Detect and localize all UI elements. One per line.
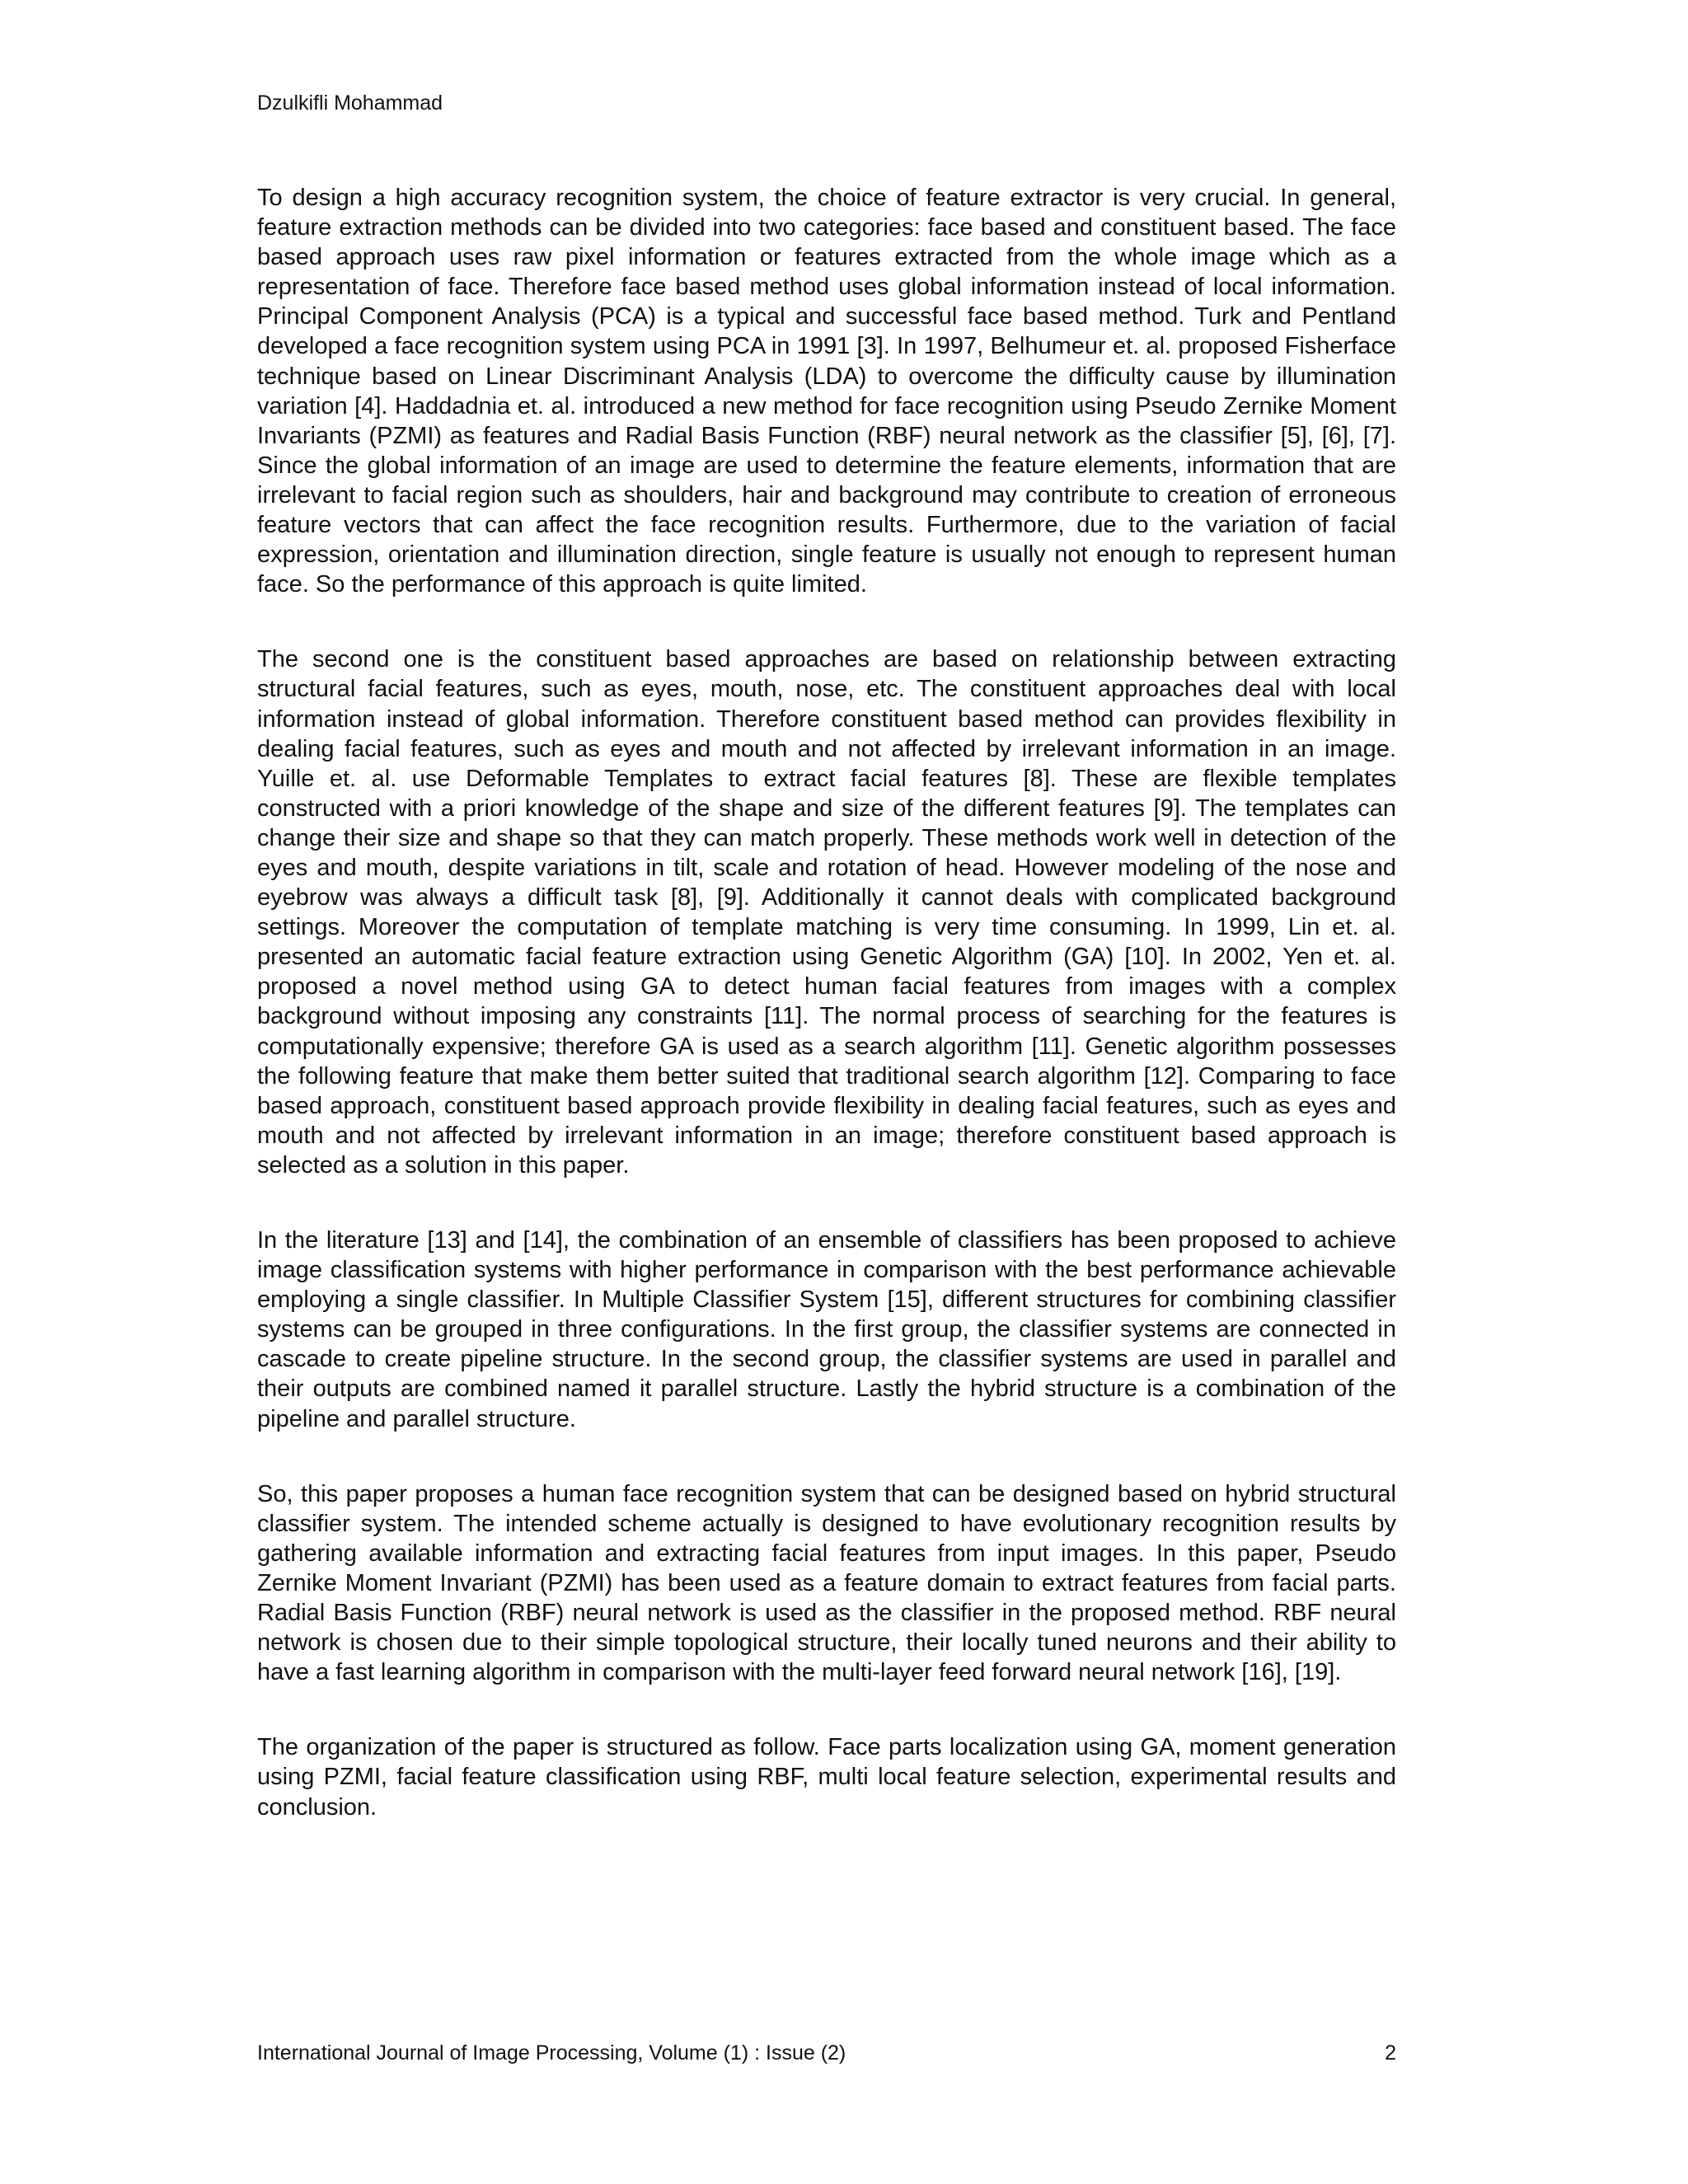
paragraph-feature-extraction: To design a high accuracy recognition system, the choice of feature extractor is very crucial. In general, feature extraction methods can be divided into two categories: face based and constituent based. The face based approach uses raw pixel information or features extracted from the whole image which as a representation of face. Therefore face based method uses global information instead of local information. Principal Component Analysis (PCA) is a typical and successful face based method. Turk and Pentland developed a face recognition system using PCA in 1991 [3]. In 1997, Belhumeur et. al. proposed Fisherface technique based on Linear Discriminant Analysis (LDA) to overcome the difficulty cause by illumination variation [4]. Haddadnia et. al. introduced a new method for face recognition using Pseudo Zernike Moment Invariants (PZMI) as features and Radial Basis Function (RBF) neural network as the classifier [5], [6], [7]. Since the global information of an image are used to determine the feature elements, information that are irrelevant to facial region such as shoulders, hair and background may contribute to creation of erroneous feature vectors that can affect the face recognition results. Furthermore, due to the variation of facial expression, orientation and illumination direction, single feature is usually not enough to represent human face. So the performance of this approach is quite limited. [257, 185, 1396, 598]
paragraph-classifier-ensemble: In the literature [13] and [14], the combination of an ensemble of classifiers has been proposed to achieve image classification systems with higher performance in comparison with the best performance achievable employing a single classifier. In Multiple Classifier System [15], different structures for combining classifier systems can be grouped in three configurations. In the first group, the classifier systems are connected in cascade to create pipeline structure. In the second group, the classifier systems are used in parallel and their outputs are combined named it parallel structure. Lastly the hybrid structure is a combination of the pipeline and parallel structure. [257, 1227, 1396, 1432]
footer-page-number: 2 [1385, 2041, 1396, 2064]
paragraph-constituent-approach: The second one is the constituent based approaches are based on relationship between extracting structural facial features, such as eyes, mouth, nose, etc. The constituent approaches deal with local information instead of global information. Therefore constituent based method can provides flexibility in dealing facial features, such as eyes and mouth and not affected by irrelevant information in an image. Yuille et. al. use Deformable Templates to extract facial features [8]. These are flexible templates constructed with a priori knowledge of the shape and size of the different features [9]. The templates can change their size and shape so that they can match properly. These methods work well in detection of the eyes and mouth, despite variations in tilt, scale and rotation of head. However modeling of the nose and eyebrow was always a difficult task [8], [9]. Additionally it cannot deals with complicated background settings. Moreover the computation of template matching is very time consuming. In 1999, Lin et. al. presented an automatic facial feature extraction using Genetic Algorithm (GA) [10]. In 2002, Yen et. al. proposed a novel method using GA to detect human facial features from images with a complex background without imposing any constraints [11]. The normal process of searching for the features is computationally expensive; therefore GA is used as a search algorithm [11]. Genetic algorithm possesses the following feature that make them better suited that traditional search algorithm [12]. Comparing to face based approach, constituent based approach provide flexibility in dealing facial features, such as eyes and mouth and not affected by irrelevant information in an image; therefore constituent based approach is selected as a solution in this paper. [257, 646, 1396, 1179]
body-text [257, 183, 1396, 1822]
paragraph-paper-organization: The organization of the paper is structured as follow. Face parts localization using GA, moment generation using PZMI, facial feature classification using RBF, multi local feature selection, experimental results and conclusion. [257, 1734, 1396, 1821]
footer-journal-title: International Journal of Image Processing, Volume (1) : Issue (2) [257, 2041, 846, 2064]
paragraph-proposed-system: So, this paper proposes a human face recognition system that can be designed based on hybrid structural classifier system. The intended scheme actually is designed to have evolutionary recognition results by gathering available information and extracting facial features from input images. In this paper, Pseudo Zernike Moment Invariant (PZMI) has been used as a feature domain to extract features from facial parts. Radial Basis Function (RBF) neural network is used as the classifier in the proposed method. RBF neural network is chosen due to their simple topological structure, their locally tuned neurons and their ability to have a fast learning algorithm in comparison with the multi-layer feed forward neural network [16], [19]. [257, 1480, 1396, 1686]
running-head-author: Dzulkifli Mohammad [257, 91, 443, 115]
